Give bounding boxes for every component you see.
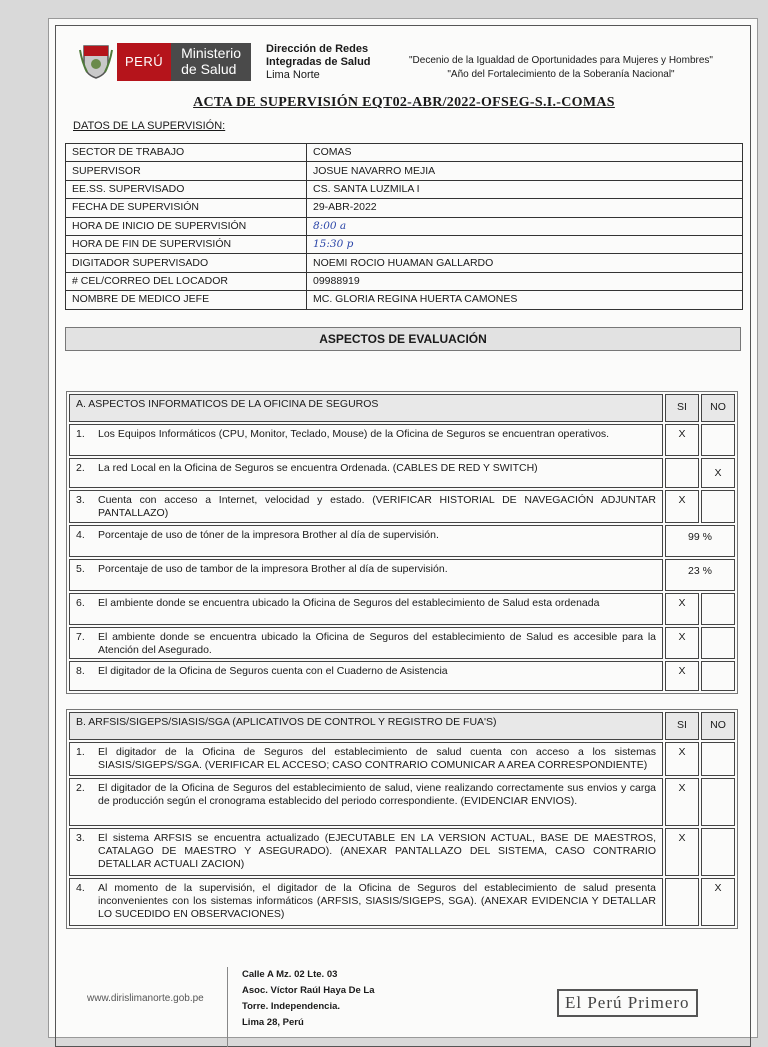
table-row [66, 199, 743, 217]
answer-si: X [665, 828, 699, 876]
col-si: SI [665, 712, 699, 740]
field-label: # CEL/CORREO DEL LOCADOR [66, 272, 307, 290]
answer-no [701, 661, 735, 691]
handwritten-value: 8:00 a [307, 217, 743, 235]
col-no: NO [701, 394, 735, 422]
question-text: Porcentaje de uso de tóner de la impresora Brother al día de supervisión. [98, 529, 439, 541]
answer-no [701, 778, 735, 826]
list-item [69, 525, 735, 557]
question-text: El ambiente donde se encuentra ubicado la Oficina de Seguros del establecimiento de Salud esta ordenada [98, 597, 600, 609]
field-value: 09988919 [307, 272, 743, 290]
question-text: Los Equipos Informáticos (CPU, Monitor, Teclado, Mouse) de la Oficina de Seguros se encuentran operativos. [98, 428, 610, 440]
question [69, 525, 663, 557]
section-title: B. ARFSIS/SIGEPS/SIASIS/SGA (APLICATIVOS DE CONTROL Y REGISTRO DE FUA'S) [69, 712, 663, 740]
question [69, 778, 663, 826]
question [69, 878, 663, 926]
field-value: CS. SANTA LUZMILA I [307, 180, 743, 198]
question [69, 661, 663, 691]
footer-brand-logo: El Perú Primero [557, 989, 698, 1017]
field-label: SUPERVISOR [66, 162, 307, 180]
address-line: Asoc. Víctor Raúl Haya De La [242, 985, 375, 996]
section-a [66, 391, 738, 694]
address-line: Lima 28, Perú [242, 1017, 304, 1028]
question-text: El sistema ARFSIS se encuentra actualizado (EJECUTABLE EN LA VERSION ACTUAL, BASE DE MAESTROS, CATALAGO DE MAESTRO Y ASEGURADO). (ANEXAR PANTALLAZO DEL SISTEMA, CASO CONTRARIO DETALLAR ACTUALI ZACION) [98, 832, 656, 870]
table-row [66, 144, 743, 162]
field-value: COMAS [307, 144, 743, 162]
list-item [69, 661, 735, 691]
col-no: NO [701, 712, 735, 740]
ministry-logo [117, 43, 251, 81]
list-item [69, 490, 735, 523]
answer-si: X [665, 742, 699, 776]
field-label: FECHA DE SUPERVISIÓN [66, 199, 307, 217]
table-row [66, 291, 743, 309]
answer-no [701, 742, 735, 776]
question-number: 2. [76, 782, 85, 794]
question-text: El digitador de la Oficina de Seguros cuenta con el Cuaderno de Asistencia [98, 665, 448, 677]
col-si: SI [665, 394, 699, 422]
field-label: HORA DE FIN DE SUPERVISIÓN [66, 235, 307, 253]
question-number: 3. [76, 494, 85, 506]
field-label: HORA DE INICIO DE SUPERVISIÓN [66, 217, 307, 235]
list-item [69, 559, 735, 591]
document-page [48, 18, 758, 1038]
table-row [66, 235, 743, 253]
answer-si: X [665, 593, 699, 625]
section-header [69, 712, 735, 740]
table-row [66, 217, 743, 235]
question-number: 3. [76, 832, 85, 844]
logo-ministry-line2: de Salud [181, 61, 237, 77]
answer-si: X [665, 661, 699, 691]
table-row [66, 254, 743, 272]
table-row [66, 162, 743, 180]
footer-website: www.dirislimanorte.gob.pe [87, 993, 204, 1004]
answer-si: X [665, 627, 699, 659]
question-text: El digitador de la Oficina de Seguros del establecimiento de salud cuenta con acceso a los sistemas SIASIS/SIGEPS/SGA. (VERIFICAR EL ACCESO; CASO CONTRARIO COMUNICAR A AREA CORRESPONDIENTE) [98, 746, 656, 771]
list-item [69, 878, 735, 926]
question-number: 1. [76, 746, 85, 758]
question [69, 627, 663, 659]
evaluation-section-title: ASPECTOS DE EVALUACIÓN [65, 327, 741, 351]
field-value: JOSUE NAVARRO MEJIA [307, 162, 743, 180]
answer-no [701, 424, 735, 456]
answer-no: X [701, 458, 735, 488]
table-row [66, 272, 743, 290]
question-number: 7. [76, 631, 85, 643]
field-label: SECTOR DE TRABAJO [66, 144, 307, 162]
question-number: 1. [76, 428, 85, 440]
decenio-line: "Decenio de la Igualdad de Oportunidades para Mujeres y Hombres" [409, 55, 713, 66]
answer-no [701, 490, 735, 523]
percentage-value: 99 % [665, 525, 735, 557]
question [69, 593, 663, 625]
question-text: El digitador de la Oficina de Seguros del establecimiento de salud, viene realizando correctamente sus envios y carga de producción según el cronograma establecido del periodo correspondiente. (EVIDENCIAR ENVIOS). [98, 782, 656, 807]
section-title: A. ASPECTOS INFORMATICOS DE LA OFICINA DE SEGUROS [69, 394, 663, 422]
question-number: 4. [76, 882, 85, 894]
question [69, 490, 663, 523]
answer-no: X [701, 878, 735, 926]
question-number: 8. [76, 665, 85, 677]
address-line: Torre. Independencia. [242, 1001, 341, 1012]
letterhead [79, 39, 739, 89]
question-number: 4. [76, 529, 85, 541]
question-number: 2. [76, 462, 85, 474]
question [69, 828, 663, 876]
question-number: 6. [76, 597, 85, 609]
field-value: NOEMI ROCIO HUAMAN GALLARDO [307, 254, 743, 272]
list-item [69, 458, 735, 488]
question [69, 424, 663, 456]
list-item [69, 593, 735, 625]
logo-country: PERÚ [125, 54, 164, 69]
question-text: Porcentaje de uso de tambor de la impresora Brother al día de supervisión. [98, 563, 448, 575]
answer-si: X [665, 424, 699, 456]
list-item [69, 778, 735, 826]
field-value: 29-ABR-2022 [307, 199, 743, 217]
answer-si: X [665, 778, 699, 826]
list-item [69, 424, 735, 456]
coat-of-arms-icon [79, 42, 113, 80]
datos-title: DATOS DE LA SUPERVISIÓN: [73, 120, 226, 132]
direction-line: Lima Norte [266, 69, 320, 81]
decenio-motto [409, 54, 713, 82]
percentage-value: 23 % [665, 559, 735, 591]
footer-address [227, 967, 375, 1047]
logo-ministry [171, 43, 251, 81]
direction-name [266, 43, 371, 82]
direction-line: Integradas de Salud [266, 56, 371, 68]
address-line: Calle A Mz. 02 Lte. 03 [242, 969, 338, 980]
question-text: Cuenta con acceso a Internet, velocidad y estado. (VERIFICAR HISTORIAL DE NAVEGACIÓN ADJUNTAR PANTALLAZO) [98, 494, 656, 519]
list-item [69, 828, 735, 876]
direction-line: Dirección de Redes [266, 43, 369, 55]
field-label: DIGITADOR SUPERVISADO [66, 254, 307, 272]
list-item [69, 742, 735, 776]
field-label: NOMBRE DE MEDICO JEFE [66, 291, 307, 309]
acta-title: ACTA DE SUPERVISIÓN EQT02-ABR/2022-OFSEG-S.I.-COMAS [193, 95, 615, 110]
answer-si [665, 458, 699, 488]
question-text: El ambiente donde se encuentra ubicado la Oficina de Seguros del establecimiento de Salud es accesible para la Atención del Asegurado. [98, 631, 656, 656]
field-value: MC. GLORIA REGINA HUERTA CAMONES [307, 291, 743, 309]
supervision-data-table [65, 143, 743, 310]
question [69, 742, 663, 776]
question-number: 5. [76, 563, 85, 575]
answer-no [701, 627, 735, 659]
field-label: EE.SS. SUPERVISADO [66, 180, 307, 198]
section-header [69, 394, 735, 422]
decenio-line: "Año del Fortalecimiento de la Soberanía Nacional" [447, 69, 675, 80]
handwritten-value: 15:30 p [307, 235, 743, 253]
answer-no [701, 593, 735, 625]
question-text: La red Local en la Oficina de Seguros se encuentra Ordenada. (CABLES DE RED Y SWITCH) [98, 462, 538, 474]
question [69, 458, 663, 488]
answer-si [665, 878, 699, 926]
question-text: Al momento de la supervisión, el digitador de la Oficina de Seguros del establecimiento de salud presenta inconvenientes con los sistemas informáticos (ARFSIS, SIASIS/SIGEPS, SGA). (ANEXAR EVIDENCIA Y DETALLAR LO SUCEDIDO EN OBSERVACIONES) [98, 882, 656, 920]
logo-ministry-line1: Ministerio [181, 45, 242, 61]
list-item [69, 627, 735, 659]
answer-no [701, 828, 735, 876]
section-b [66, 709, 738, 929]
table-row [66, 180, 743, 198]
question [69, 559, 663, 591]
answer-si: X [665, 490, 699, 523]
